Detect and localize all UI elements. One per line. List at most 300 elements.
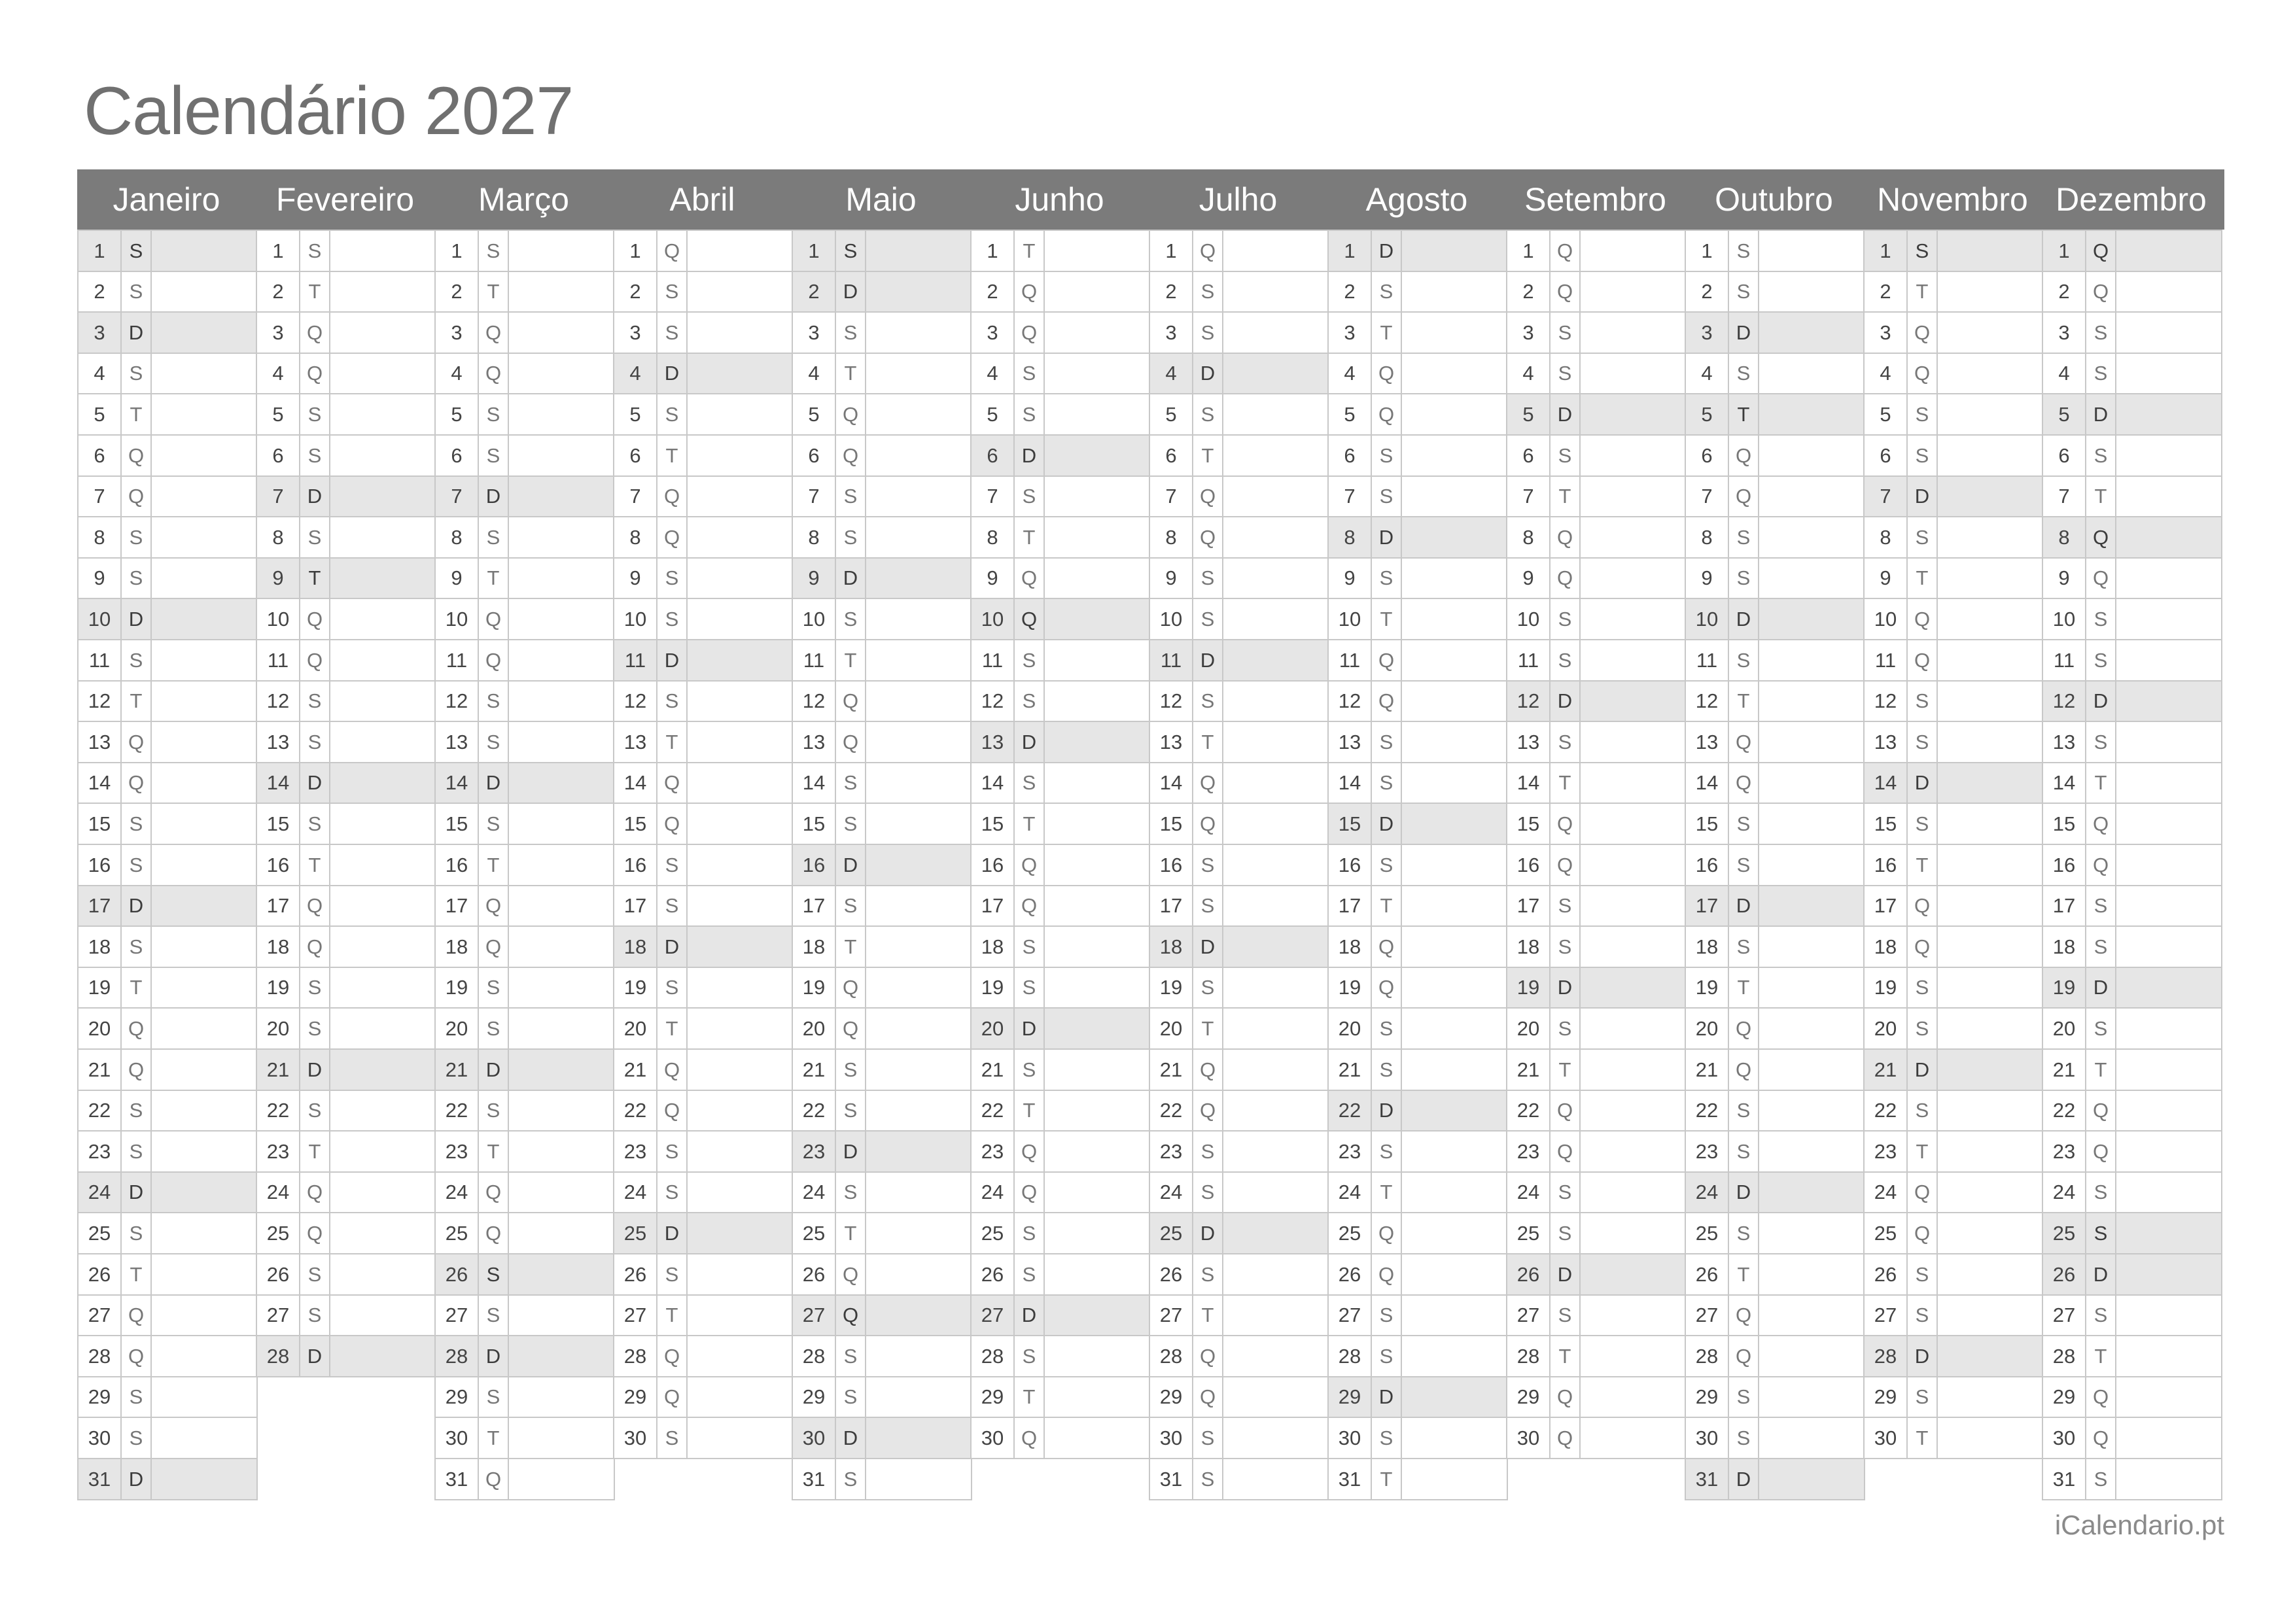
cell-divider bbox=[1579, 1132, 1581, 1171]
weekday-letter: Q bbox=[2092, 1385, 2109, 1409]
weekday-letter: T bbox=[308, 566, 321, 590]
day-number: 13 bbox=[266, 730, 290, 753]
day-number: 5 bbox=[808, 402, 820, 426]
day-cell bbox=[613, 967, 794, 1009]
day-number: 24 bbox=[1874, 1181, 1897, 1204]
day-number: 24 bbox=[1516, 1181, 1540, 1204]
day-number: 8 bbox=[1701, 525, 1713, 549]
day-cell bbox=[1863, 353, 2044, 395]
cell-divider bbox=[1579, 354, 1581, 394]
cell-divider bbox=[1936, 1091, 1938, 1131]
day-cell bbox=[256, 844, 436, 886]
cell-divider bbox=[1043, 722, 1045, 762]
weekday-letter: D bbox=[2093, 1262, 2109, 1286]
day-number: 9 bbox=[451, 566, 463, 590]
weekday-letter: S bbox=[129, 525, 143, 549]
day-number: 15 bbox=[445, 812, 468, 835]
weekday-letter: Q bbox=[663, 525, 680, 549]
day-cell bbox=[970, 434, 1151, 477]
cell-divider bbox=[1222, 272, 1223, 312]
weekday-letter: Q bbox=[1378, 689, 1395, 713]
day-cell bbox=[256, 557, 436, 600]
cell-divider bbox=[2115, 436, 2116, 475]
day-number: 2 bbox=[1522, 280, 1534, 303]
day-number: 2 bbox=[987, 280, 998, 303]
day-number: 20 bbox=[88, 1016, 111, 1040]
weekday-letter: Q bbox=[1378, 976, 1395, 999]
weekday-letter: Q bbox=[1735, 1304, 1752, 1327]
day-number: 19 bbox=[623, 976, 647, 999]
day-cell bbox=[1863, 598, 2044, 640]
weekday-letter: S bbox=[2094, 320, 2108, 344]
day-number: 10 bbox=[1338, 607, 1361, 631]
day-cell bbox=[434, 1090, 615, 1132]
cell-divider bbox=[686, 845, 688, 885]
day-cell bbox=[1863, 885, 2044, 927]
weekday-letter: T bbox=[487, 566, 500, 590]
cell-divider bbox=[865, 722, 866, 762]
day-number: 18 bbox=[623, 935, 647, 958]
day-number: 4 bbox=[1522, 362, 1534, 385]
day-number: 29 bbox=[445, 1385, 468, 1409]
day-number: 11 bbox=[1160, 648, 1182, 672]
day-number: 12 bbox=[1516, 689, 1540, 713]
cell-divider bbox=[1758, 763, 1759, 803]
day-number: 26 bbox=[88, 1262, 111, 1286]
day-number: 25 bbox=[1695, 1221, 1719, 1245]
cell-divider bbox=[508, 1213, 509, 1253]
day-number: 14 bbox=[445, 771, 468, 795]
weekday-letter: Q bbox=[1914, 362, 1931, 385]
day-number: 29 bbox=[2052, 1385, 2076, 1409]
day-cell bbox=[792, 803, 972, 845]
day-number: 2 bbox=[1344, 280, 1356, 303]
weekday-letter: T bbox=[487, 853, 500, 876]
day-number: 18 bbox=[1874, 935, 1897, 958]
weekday-letter: Q bbox=[1735, 771, 1752, 795]
weekday-letter: T bbox=[1737, 402, 1750, 426]
day-cell bbox=[1327, 1294, 1508, 1337]
cell-divider bbox=[2115, 1254, 2116, 1294]
day-number: 6 bbox=[272, 443, 284, 467]
weekday-letter: S bbox=[486, 730, 500, 753]
day-cell bbox=[792, 1171, 972, 1214]
day-number: 30 bbox=[445, 1426, 468, 1449]
day-number: 7 bbox=[94, 485, 105, 508]
day-cell bbox=[1149, 1171, 1329, 1214]
day-cell bbox=[792, 1048, 972, 1091]
cell-divider bbox=[1936, 1296, 1938, 1336]
cell-divider bbox=[1758, 640, 1759, 680]
day-number: 4 bbox=[1701, 362, 1713, 385]
weekday-letter: D bbox=[843, 1426, 858, 1449]
day-number: 14 bbox=[1874, 771, 1897, 795]
cell-divider bbox=[329, 1336, 330, 1376]
cell-divider bbox=[865, 231, 866, 271]
cell-divider bbox=[1758, 682, 1759, 721]
day-cell bbox=[77, 680, 258, 723]
day-cell bbox=[2042, 1130, 2222, 1173]
day-cell bbox=[1863, 803, 2044, 845]
day-number: 28 bbox=[2052, 1344, 2076, 1368]
weekday-letter: Q bbox=[663, 771, 680, 795]
day-cell bbox=[434, 598, 615, 640]
day-cell bbox=[613, 557, 794, 600]
cell-divider bbox=[1936, 927, 1938, 967]
day-cell bbox=[1506, 434, 1687, 477]
weekday-letter: D bbox=[1914, 771, 1930, 795]
day-number: 31 bbox=[88, 1467, 111, 1491]
weekday-letter: D bbox=[485, 485, 501, 508]
day-number: 8 bbox=[451, 525, 463, 549]
day-cell bbox=[434, 475, 615, 518]
weekday-letter: S bbox=[2094, 443, 2108, 467]
day-cell bbox=[434, 434, 615, 477]
weekday-letter: Q bbox=[663, 1385, 680, 1409]
day-number: 1 bbox=[272, 239, 284, 262]
cell-divider bbox=[865, 763, 866, 803]
day-cell bbox=[1685, 721, 1865, 763]
day-number: 8 bbox=[1344, 525, 1356, 549]
day-cell bbox=[792, 393, 972, 436]
cell-divider bbox=[1043, 845, 1045, 885]
day-cell bbox=[434, 885, 615, 927]
day-number: 27 bbox=[88, 1304, 111, 1327]
day-number: 17 bbox=[1874, 894, 1897, 918]
day-cell bbox=[256, 1212, 436, 1254]
cell-divider bbox=[1936, 231, 1938, 271]
cell-divider bbox=[508, 436, 509, 475]
weekday-letter: Q bbox=[306, 935, 323, 958]
cell-divider bbox=[1401, 354, 1402, 394]
day-cell bbox=[1863, 680, 2044, 723]
cell-divider bbox=[1401, 804, 1402, 844]
day-number: 25 bbox=[1874, 1221, 1897, 1245]
weekday-letter: S bbox=[1379, 730, 1393, 753]
cell-divider bbox=[1043, 517, 1045, 557]
day-number: 26 bbox=[266, 1262, 290, 1286]
cell-divider bbox=[1222, 1459, 1223, 1499]
day-cell bbox=[2042, 762, 2222, 804]
weekday-letter: D bbox=[1557, 1262, 1573, 1286]
weekday-letter: Q bbox=[1199, 812, 1216, 835]
day-cell bbox=[970, 1090, 1151, 1132]
day-number: 30 bbox=[1159, 1426, 1183, 1449]
weekday-letter: S bbox=[1558, 1221, 1572, 1245]
day-cell bbox=[1506, 1130, 1687, 1173]
day-number: 9 bbox=[1344, 566, 1356, 590]
cell-divider bbox=[1758, 231, 1759, 271]
weekday-letter: S bbox=[129, 1139, 143, 1163]
weekday-letter: S bbox=[1379, 1344, 1393, 1368]
day-number: 5 bbox=[987, 402, 998, 426]
cell-divider bbox=[329, 1050, 330, 1090]
cell-divider bbox=[865, 640, 866, 680]
day-number: 9 bbox=[1701, 566, 1713, 590]
weekday-letter: S bbox=[1558, 443, 1572, 467]
weekday-letter: Q bbox=[1378, 1221, 1395, 1245]
cell-divider bbox=[2115, 1050, 2116, 1090]
day-cell bbox=[1327, 353, 1508, 395]
day-cell bbox=[1327, 1048, 1508, 1091]
weekday-letter: T bbox=[1380, 894, 1393, 918]
weekday-letter: S bbox=[486, 812, 500, 835]
cell-divider bbox=[1758, 968, 1759, 1008]
cell-divider bbox=[329, 517, 330, 557]
day-cell bbox=[2042, 598, 2222, 640]
day-cell bbox=[434, 271, 615, 313]
day-cell bbox=[1863, 1007, 2044, 1050]
cell-divider bbox=[2115, 394, 2116, 434]
cell-divider bbox=[2115, 1213, 2116, 1253]
weekday-letter: D bbox=[1914, 485, 1930, 508]
weekday-letter: T bbox=[665, 443, 678, 467]
cell-divider bbox=[686, 1377, 688, 1417]
day-number: 26 bbox=[2052, 1262, 2076, 1286]
day-cell bbox=[2042, 1171, 2222, 1214]
day-cell bbox=[1506, 803, 1687, 845]
day-cell bbox=[613, 271, 794, 313]
day-cell bbox=[970, 680, 1151, 723]
cell-divider bbox=[1758, 1459, 1759, 1499]
day-number: 5 bbox=[94, 402, 105, 426]
day-cell bbox=[970, 1007, 1151, 1050]
cell-divider bbox=[1758, 517, 1759, 557]
month-name: Abril bbox=[669, 181, 735, 218]
weekday-letter: T bbox=[1023, 1385, 1036, 1409]
cell-divider bbox=[686, 1050, 688, 1090]
cell-divider bbox=[1936, 313, 1938, 353]
day-cell bbox=[1863, 1212, 2044, 1254]
weekday-letter: Q bbox=[2092, 280, 2109, 303]
day-cell bbox=[77, 1007, 258, 1050]
weekday-letter: S bbox=[1022, 485, 1036, 508]
day-cell bbox=[1149, 475, 1329, 518]
cell-divider bbox=[865, 1418, 866, 1458]
weekday-letter: Q bbox=[1914, 935, 1931, 958]
weekday-letter: S bbox=[1736, 812, 1751, 835]
day-cell bbox=[1685, 1417, 1865, 1459]
cell-divider bbox=[329, 1132, 330, 1171]
weekday-letter: S bbox=[307, 1016, 322, 1040]
day-cell bbox=[256, 1335, 436, 1377]
weekday-letter: S bbox=[129, 812, 143, 835]
cell-divider bbox=[1222, 1377, 1223, 1417]
day-cell bbox=[1685, 1335, 1865, 1377]
cell-divider bbox=[1579, 968, 1581, 1008]
weekday-letter: S bbox=[1022, 362, 1036, 385]
day-cell bbox=[970, 925, 1151, 968]
day-number: 17 bbox=[1159, 894, 1183, 918]
day-number: 18 bbox=[981, 935, 1004, 958]
day-cell bbox=[792, 1458, 972, 1500]
weekday-letter: T bbox=[487, 280, 500, 303]
day-number: 20 bbox=[2052, 1016, 2076, 1040]
weekday-letter: S bbox=[1736, 1139, 1751, 1163]
cell-divider bbox=[1936, 968, 1938, 1008]
day-cell bbox=[1327, 1090, 1508, 1132]
day-cell bbox=[77, 885, 258, 927]
day-cell bbox=[1327, 1335, 1508, 1377]
cell-divider bbox=[1758, 354, 1759, 394]
weekday-letter: S bbox=[1736, 853, 1751, 876]
cell-divider bbox=[150, 682, 152, 721]
weekday-letter: T bbox=[487, 1139, 500, 1163]
weekday-letter: T bbox=[665, 1016, 678, 1040]
cell-divider bbox=[1758, 927, 1759, 967]
day-number: 20 bbox=[802, 1016, 826, 1040]
weekday-letter: S bbox=[2094, 935, 2108, 958]
weekday-letter: S bbox=[843, 812, 858, 835]
day-cell bbox=[256, 1253, 436, 1296]
weekday-letter: S bbox=[1022, 771, 1036, 795]
weekday-letter: S bbox=[486, 1385, 500, 1409]
day-number: 7 bbox=[1880, 485, 1891, 508]
weekday-letter: Q bbox=[1735, 1344, 1752, 1368]
day-number: 27 bbox=[266, 1304, 290, 1327]
day-cell bbox=[970, 271, 1151, 313]
day-cell bbox=[256, 803, 436, 845]
day-number: 16 bbox=[1695, 853, 1719, 876]
day-cell bbox=[1506, 1376, 1687, 1419]
weekday-letter: S bbox=[129, 853, 143, 876]
cell-divider bbox=[1579, 804, 1581, 844]
cell-divider bbox=[1043, 1336, 1045, 1376]
day-number: 6 bbox=[1880, 443, 1891, 467]
day-cell bbox=[1506, 271, 1687, 313]
cell-divider bbox=[2115, 1009, 2116, 1048]
weekday-letter: D bbox=[1378, 525, 1394, 549]
weekday-letter: D bbox=[307, 1058, 323, 1081]
day-number: 10 bbox=[1874, 607, 1897, 631]
page-title: Calendário 2027 bbox=[84, 73, 574, 149]
day-number: 12 bbox=[88, 689, 111, 713]
cell-divider bbox=[329, 559, 330, 598]
cell-divider bbox=[150, 640, 152, 680]
cell-divider bbox=[2115, 599, 2116, 639]
day-number: 19 bbox=[1159, 976, 1183, 999]
day-cell bbox=[792, 1417, 972, 1459]
day-cell bbox=[256, 434, 436, 477]
day-cell bbox=[434, 1212, 615, 1254]
day-number: 6 bbox=[1165, 443, 1177, 467]
day-number: 25 bbox=[2052, 1221, 2076, 1245]
cell-divider bbox=[865, 313, 866, 353]
weekday-letter: Q bbox=[306, 1181, 323, 1204]
weekday-letter: T bbox=[1737, 1262, 1750, 1286]
day-number: 15 bbox=[1338, 812, 1361, 835]
day-cell bbox=[1506, 1171, 1687, 1214]
cell-divider bbox=[508, 313, 509, 353]
day-number: 10 bbox=[1516, 607, 1540, 631]
weekday-letter: S bbox=[486, 402, 500, 426]
cell-divider bbox=[1043, 559, 1045, 598]
day-cell bbox=[1863, 230, 2044, 272]
day-number: 6 bbox=[2058, 443, 2070, 467]
day-cell bbox=[256, 311, 436, 354]
day-number: 16 bbox=[88, 853, 111, 876]
cell-divider bbox=[865, 1173, 866, 1213]
day-number: 29 bbox=[1695, 1385, 1719, 1409]
day-number: 9 bbox=[94, 566, 105, 590]
day-cell bbox=[1327, 762, 1508, 804]
cell-divider bbox=[865, 1459, 866, 1499]
cell-divider bbox=[686, 1173, 688, 1213]
day-number: 17 bbox=[445, 894, 468, 918]
weekday-letter: Q bbox=[1199, 1058, 1216, 1081]
cell-divider bbox=[1579, 517, 1581, 557]
day-number: 7 bbox=[1165, 485, 1177, 508]
weekday-letter: Q bbox=[1556, 853, 1573, 876]
weekday-letter: S bbox=[1379, 1016, 1393, 1040]
day-cell bbox=[77, 1212, 258, 1254]
day-number: 6 bbox=[987, 443, 998, 467]
weekday-letter: S bbox=[129, 1221, 143, 1245]
day-cell bbox=[77, 598, 258, 640]
day-cell bbox=[256, 1130, 436, 1173]
day-cell bbox=[1685, 311, 1865, 354]
weekday-letter: S bbox=[1200, 402, 1215, 426]
weekday-letter: S bbox=[1915, 1016, 1929, 1040]
day-number: 20 bbox=[623, 1016, 647, 1040]
cell-divider bbox=[508, 1296, 509, 1336]
cell-divider bbox=[508, 477, 509, 517]
cell-divider bbox=[150, 1418, 152, 1458]
cell-divider bbox=[1043, 804, 1045, 844]
day-number: 21 bbox=[1516, 1058, 1540, 1081]
day-cell bbox=[256, 393, 436, 436]
day-cell bbox=[613, 1294, 794, 1337]
day-cell bbox=[434, 557, 615, 600]
day-number: 9 bbox=[1522, 566, 1534, 590]
cell-divider bbox=[329, 886, 330, 926]
weekday-letter: T bbox=[1737, 689, 1750, 713]
weekday-letter: T bbox=[844, 1221, 857, 1245]
day-cell bbox=[434, 803, 615, 845]
cell-divider bbox=[1936, 477, 1938, 517]
day-cell bbox=[1863, 1048, 2044, 1091]
day-cell bbox=[1149, 1458, 1329, 1500]
day-cell bbox=[1149, 885, 1329, 927]
footer-brand[interactable]: iCalendario.pt bbox=[2054, 1510, 2224, 1540]
day-number: 14 bbox=[2052, 771, 2076, 795]
cell-divider bbox=[1579, 559, 1581, 598]
day-number: 1 bbox=[1165, 239, 1177, 262]
weekday-letter: S bbox=[486, 525, 500, 549]
day-number: 28 bbox=[981, 1344, 1004, 1368]
weekday-letter: D bbox=[843, 280, 858, 303]
cell-divider bbox=[2115, 1173, 2116, 1213]
cell-divider bbox=[1043, 968, 1045, 1008]
day-number: 30 bbox=[88, 1426, 111, 1449]
weekday-letter: Q bbox=[1556, 566, 1573, 590]
day-cell bbox=[434, 1458, 615, 1500]
weekday-letter: T bbox=[2094, 485, 2107, 508]
day-cell bbox=[613, 1212, 794, 1254]
day-cell bbox=[434, 1253, 615, 1296]
weekday-letter: S bbox=[665, 853, 679, 876]
day-cell bbox=[1149, 557, 1329, 600]
day-cell bbox=[1685, 393, 1865, 436]
day-cell bbox=[1327, 1253, 1508, 1296]
day-number: 9 bbox=[629, 566, 641, 590]
day-number: 30 bbox=[1874, 1426, 1897, 1449]
day-cell bbox=[1327, 230, 1508, 272]
day-number: 5 bbox=[1165, 402, 1177, 426]
day-cell bbox=[1149, 1253, 1329, 1296]
day-cell bbox=[970, 230, 1151, 272]
day-number: 18 bbox=[2052, 935, 2076, 958]
